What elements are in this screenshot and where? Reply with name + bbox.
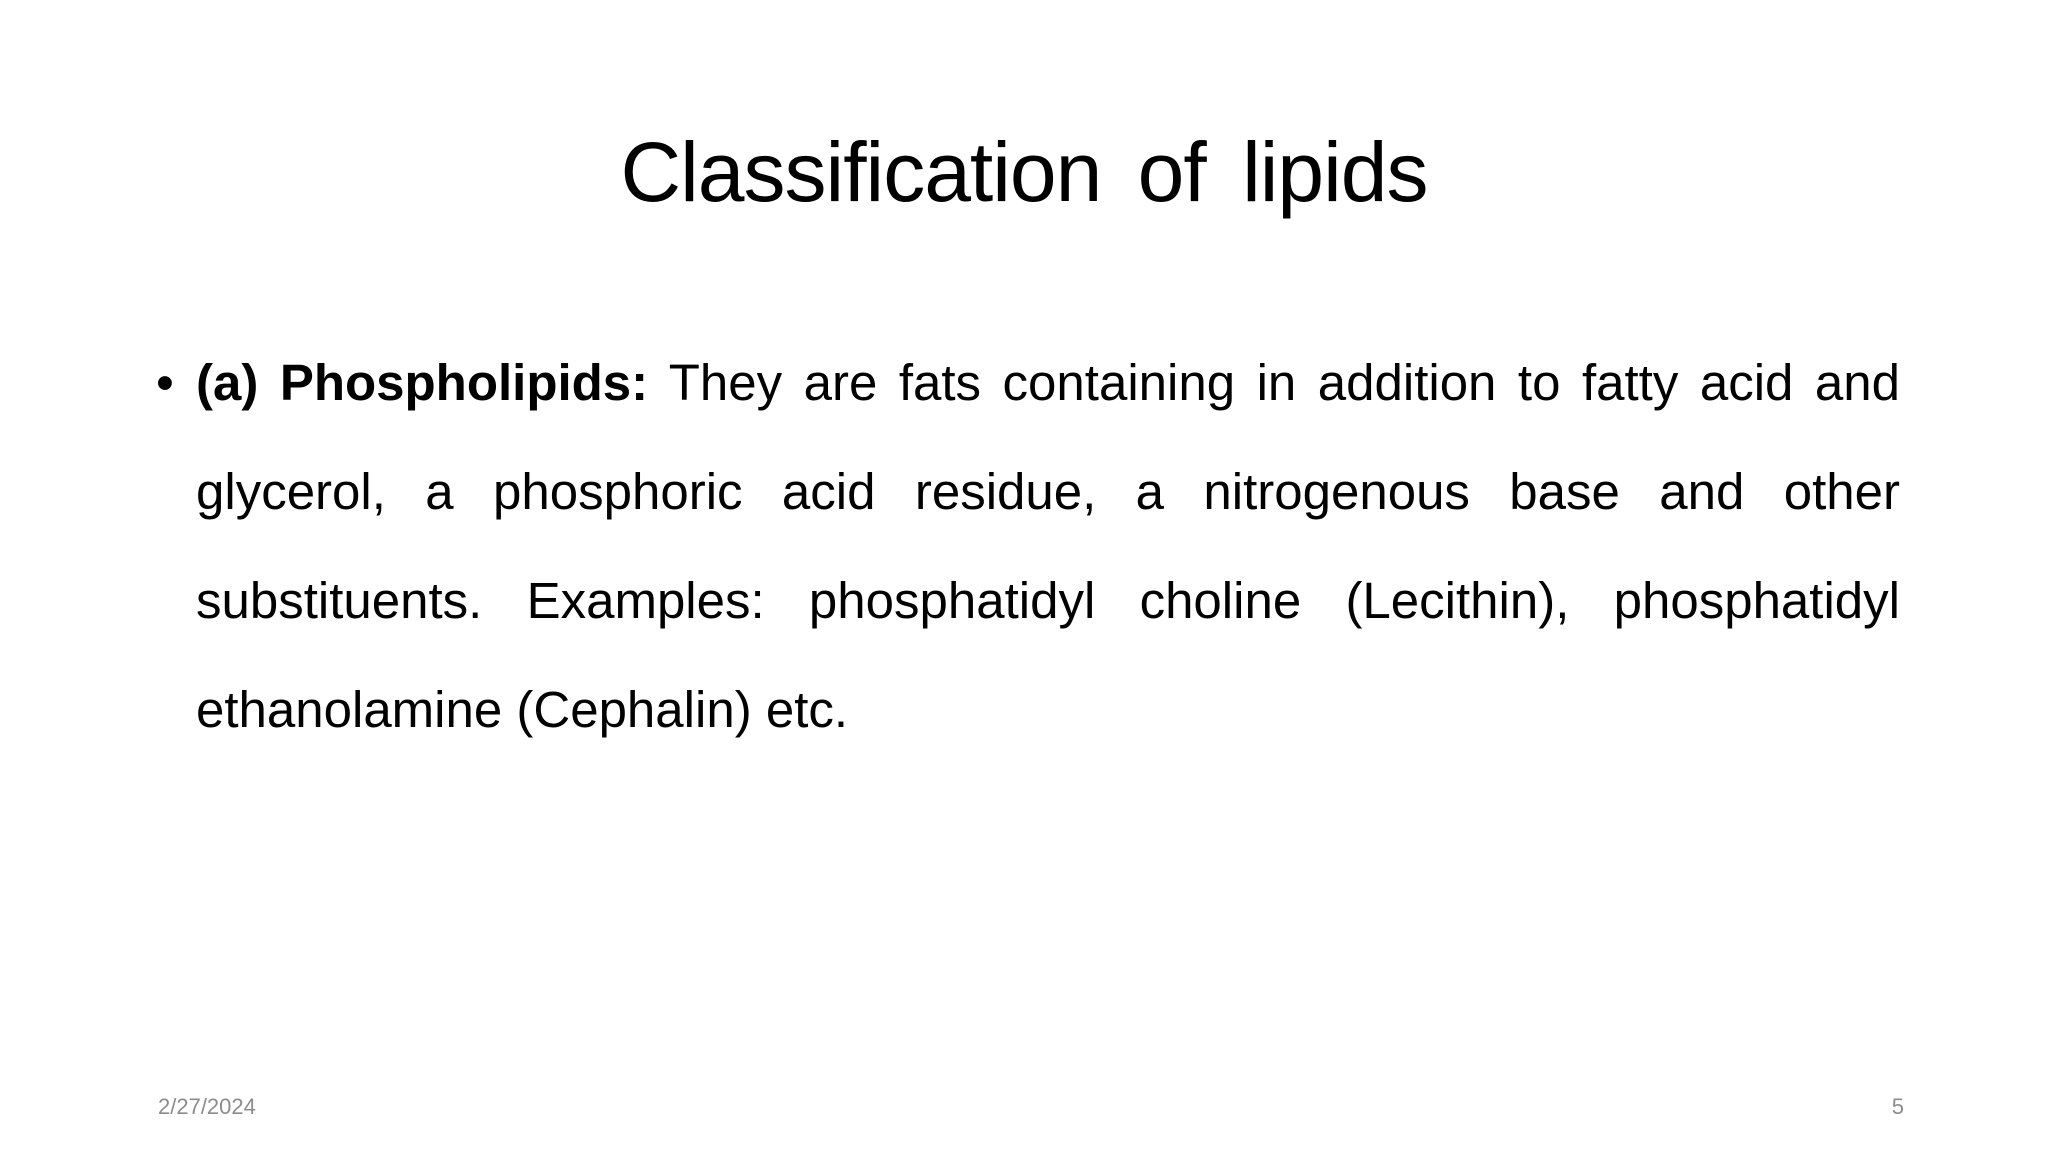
bullet-paragraph xyxy=(196,328,1900,764)
footer-page-number: 5 xyxy=(1891,1094,1904,1119)
bullet-lead: (a) Phospholipids: xyxy=(196,354,649,411)
bullet-marker: • xyxy=(156,354,174,411)
slide-title: Classification of lipids xyxy=(620,125,1428,219)
bullet-text: They are fats containing in addition to fatty acid and glycerol, a phosphoric acid residue, a nitrogenous base and other substituents. Examples: phosphatidyl choline (Lecithin), phosphatidyl ethanolamine (Cephalin) etc. xyxy=(196,354,1901,738)
footer-date: 2/27/2024 xyxy=(158,1094,256,1119)
